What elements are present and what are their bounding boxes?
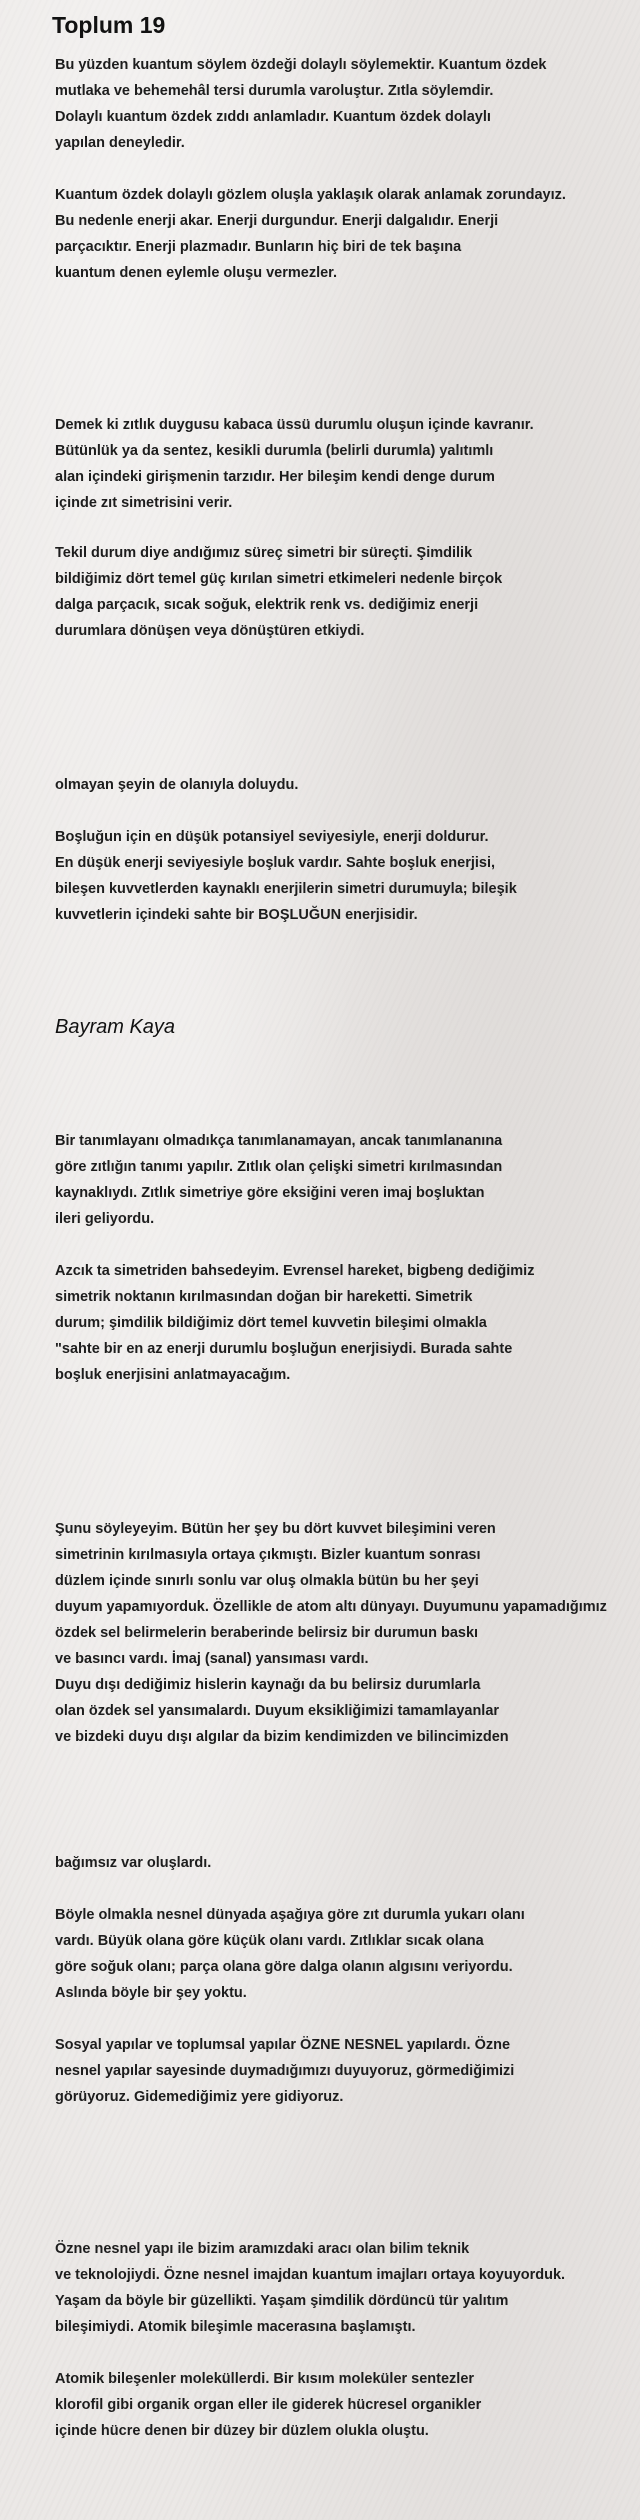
text-line: Boşluğun için en düşük potansiyel seviyesiyle, enerji doldurur. (55, 829, 489, 845)
text-line: Şunu söyleyeyim. Bütün her şey bu dört kuvvet bileşimini veren (55, 1521, 496, 1537)
text-line: ve teknolojiydi. Özne nesnel imajdan kuantum imajları ortaya koyuyorduk. (55, 2267, 566, 2283)
text-line: Tekil durum diye andığımız süreç simetri bir süreçti. Şimdilik (55, 545, 473, 561)
paragraph-2 (55, 182, 635, 286)
text-line: alan içindeki girişmenin tarzıdır. Her bileşim kendi denge durum (55, 469, 495, 485)
text-line: olmayan şeyin de olanıyla doluydu. (55, 777, 299, 793)
text-line: kuantum denen eylemle oluşu vermezler. (55, 265, 338, 281)
text-line: ve basıncı vardı. İmaj (sanal) yansıması vardı. (55, 1651, 369, 1667)
text-line: düzlem içinde sınırlı sonlu var oluş olmakla bütün bu her şeyi (55, 1573, 479, 1589)
text-line: Bütünlük ya da sentez, kesikli durumla (belirli durumla) yalıtımlı (55, 443, 494, 459)
paragraph-13 (55, 2236, 635, 2340)
text-line: bağımsız var oluşlardı. (55, 1855, 212, 1871)
text-line: kuvvetlerin içindeki sahte bir BOŞLUĞUN enerjisidir. (55, 907, 418, 923)
paragraph-8 (55, 1258, 635, 1388)
text-line: Azcık ta simetriden bahsedeyim. Evrensel hareket, bigbeng dediğimiz (55, 1263, 535, 1279)
text-line: vardı. Büyük olana göre küçük olanı vardı. Zıtlıklar sıcak olana (55, 1933, 484, 1949)
text-line: Dolaylı kuantum özdek zıddı anlamladır. Kuantum özdek dolaylı (55, 109, 491, 125)
paragraph-5 (55, 772, 635, 798)
paragraph-11 (55, 1902, 635, 2006)
text-line: duyum yapamıyorduk. Özellikle de atom altı dünyayı. Duyumunu yapamadığımız (55, 1599, 607, 1615)
text-line: ileri geliyordu. (55, 1211, 155, 1227)
text-line: içinde zıt simetrisini verir. (55, 495, 233, 511)
text-line: Bir tanımlayanı olmadıkça tanımlanamayan, ancak tanımlananına (55, 1133, 503, 1149)
text-line: durum; şimdilik bildiğimiz dört temel kuvvetin bileşimi olmakla (55, 1315, 487, 1331)
author-name: Bayram Kaya (55, 1016, 176, 1038)
paragraph-4 (55, 540, 635, 644)
text-line: dalga parçacık, sıcak soğuk, elektrik renk vs. dediğimiz enerji (55, 597, 479, 613)
text-line: göre zıtlığın tanımı yapılır. Zıtlık olan çelişki simetri kırılmasından (55, 1159, 503, 1175)
text-line: Sosyal yapılar ve toplumsal yapılar ÖZNE NESNEL yapılardı. Özne (55, 2037, 511, 2053)
paragraph-12 (55, 2032, 635, 2110)
text-line: bileşimiydi. Atomik bileşimle macerasına başlamıştı. (55, 2319, 416, 2335)
paragraph-6 (55, 824, 635, 928)
text-line: Yaşam da böyle bir güzellikti. Yaşam şimdilik dördüncü tür yalıtım (55, 2293, 509, 2309)
text-line: Kuantum özdek dolaylı gözlem oluşla yaklaşık olarak anlamak zorundayız. (55, 187, 566, 203)
text-line: içinde hücre denen bir düzey bir düzlem olukla oluştu. (55, 2423, 429, 2439)
text-line: "sahte bir en az enerji durumlu boşluğun enerjisiydi. Burada sahte (55, 1341, 513, 1357)
text-line: Demek ki zıtlık duygusu kabaca üssü durumlu oluşun içinde kavranır. (55, 417, 534, 433)
text-line: olan özdek sel yansımalardı. Duyum eksikliğimizi tamamlayanlar (55, 1703, 500, 1719)
text-line: Bu yüzden kuantum söylem özdeği dolaylı söylemektir. Kuantum özdek (55, 57, 547, 73)
text-line: nesnel yapılar sayesinde duymadığımızı duyuyoruz, görmediğimizi (55, 2063, 515, 2079)
text-line: yapılan deneyledir. (55, 135, 185, 151)
text-line: simetrik noktanın kırılmasından doğan bir hareketti. Simetrik (55, 1289, 473, 1305)
text-line: görüyoruz. Gidemediğimiz yere gidiyoruz. (55, 2089, 344, 2105)
text-line: Özne nesnel yapı ile bizim aramızdaki aracı olan bilim teknik (55, 2241, 470, 2257)
text-line: Böyle olmakla nesnel dünyada aşağıya göre zıt durumla yukarı olanı (55, 1907, 525, 1923)
text-line: Duyu dışı dediğimiz hislerin kaynağı da bu belirsiz durumlarla (55, 1677, 481, 1693)
page-title: Toplum 19 (52, 12, 166, 38)
paragraph-3 (55, 412, 635, 516)
text-line: Aslında böyle bir şey yoktu. (55, 1985, 247, 2001)
text-line: ve bizdeki duyu dışı algılar da bizim kendimizden ve bilincimizden (55, 1729, 509, 1745)
text-line: simetrinin kırılmasıyla ortaya çıkmıştı. Bizler kuantum sonrası (55, 1547, 481, 1563)
text-line: En düşük enerji seviyesiyle boşluk vardır. Sahte boşluk enerjisi, (55, 855, 496, 871)
text-line: klorofil gibi organik organ eller ile giderek hücresel organikler (55, 2397, 482, 2413)
text-line: mutlaka ve behemehâl tersi durumla varoluştur. Zıtla söylemdir. (55, 83, 494, 99)
text-line: Atomik bileşenler moleküllerdi. Bir kısım moleküler sentezler (55, 2371, 475, 2387)
text-line: bileşen kuvvetlerden kaynaklı enerjilerin simetri durumuyla; bileşik (55, 881, 517, 897)
text-line: kaynaklıydı. Zıtlık simetriye göre eksiğini veren imaj boşluktan (55, 1185, 485, 1201)
text-line: boşluk enerjisini anlatmayacağım. (55, 1367, 291, 1383)
paragraph-1 (55, 52, 635, 156)
text-line: parçacıktır. Enerji plazmadır. Bunların hiç biri de tek başına (55, 239, 462, 255)
text-line: göre soğuk olanı; parça olana göre dalga olanın algısını veriyordu. (55, 1959, 513, 1975)
text-line: Bu nedenle enerji akar. Enerji durgundur. Enerji dalgalıdır. Enerji (55, 213, 499, 229)
text-line: özdek sel belirmelerin beraberinde belirsiz bir durumun baskı (55, 1625, 479, 1641)
text-line: bildiğimiz dört temel güç kırılan simetri etkimeleri nedenle birçok (55, 571, 503, 587)
paragraph-7 (55, 1128, 635, 1232)
paragraph-9 (55, 1516, 635, 1750)
paragraph-14 (55, 2366, 635, 2444)
paragraph-10 (55, 1850, 635, 1876)
text-line: durumlara dönüşen veya dönüştüren etkiydi. (55, 623, 365, 639)
